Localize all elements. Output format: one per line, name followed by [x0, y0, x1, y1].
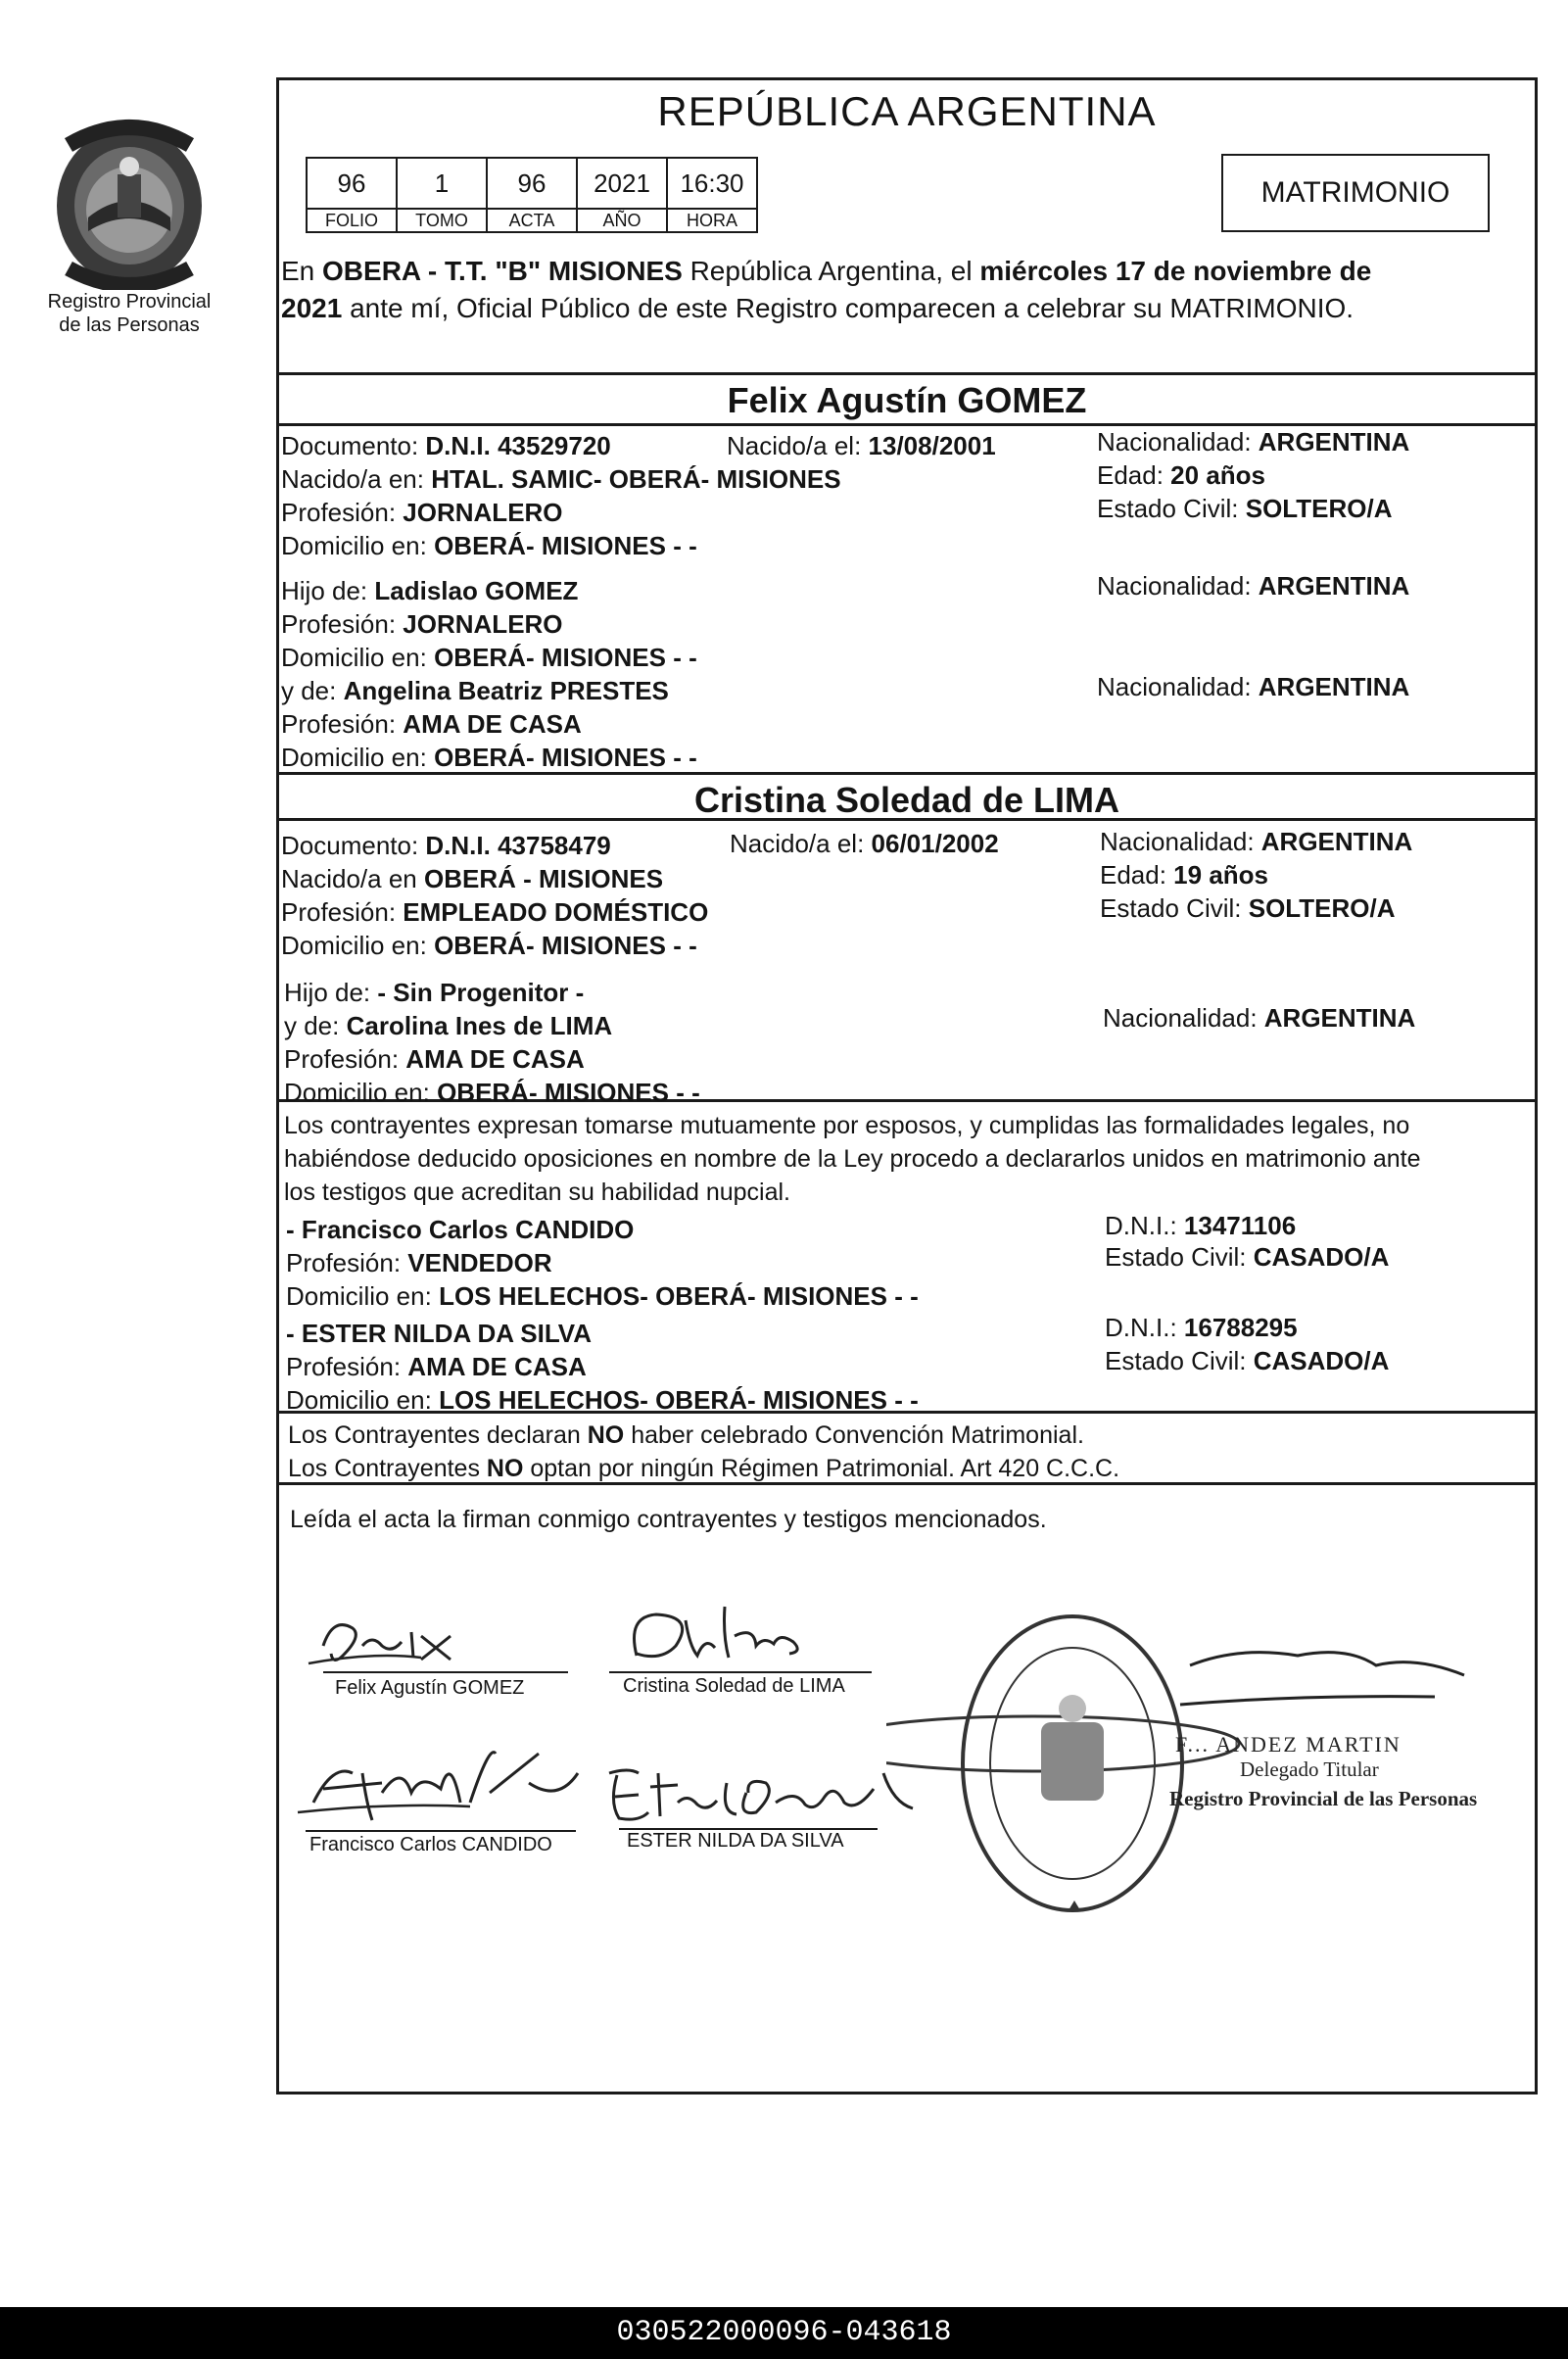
signature-cristina: [607, 1597, 881, 1675]
c1-nacido-en: Nacido/a en: HTAL. SAMIC- OBERÁ- MISIONES: [281, 464, 841, 494]
closing-text: Leída el acta la firman conmigo contrayentes y testigos mencionados.: [290, 1506, 1047, 1533]
document-code: 030522000096-043618: [0, 2307, 1568, 2359]
signature-felix: [304, 1607, 578, 1675]
official-title: Delegado Titular: [1240, 1757, 1379, 1781]
folio-label: FOLIO: [307, 209, 397, 232]
page-title: REPÚBLICA ARGENTINA: [657, 88, 1157, 134]
hora-value: 16:30: [667, 158, 757, 209]
c1-nacionalidad: Nacionalidad: ARGENTINA: [1097, 427, 1410, 457]
registry-table: [306, 157, 758, 233]
c1-madre-profesion: Profesión: AMA DE CASA: [281, 709, 582, 739]
signature-line: [323, 1671, 568, 1673]
anio-value: 2021: [577, 158, 667, 209]
coat-of-arms-icon: [39, 116, 219, 290]
c2-profesion: Profesión: EMPLEADO DOMÉSTICO: [281, 897, 709, 927]
contrayente1-name: Felix Agustín GOMEZ: [727, 380, 1087, 420]
c2-madre-domicilio: Domicilio en: OBERÁ- MISIONES - -: [284, 1078, 700, 1107]
testigo1-profesion: Profesión: VENDEDOR: [286, 1248, 552, 1277]
c2-documento: Documento: D.N.I. 43758479: [281, 831, 611, 860]
convention-line1: Los Contrayentes declaran NO haber celebrado Convención Matrimonial.: [288, 1421, 1084, 1449]
testigo1-domicilio: Domicilio en: LOS HELECHOS- OBERÁ- MISIONES - -: [286, 1281, 919, 1311]
c2-padre: Hijo de: - Sin Progenitor -: [284, 978, 585, 1007]
testigo2-domicilio: Domicilio en: LOS HELECHOS- OBERÁ- MISIONES - -: [286, 1385, 919, 1415]
testigo1-estado-civil: Estado Civil: CASADO/A: [1105, 1242, 1390, 1272]
c1-edad: Edad: 20 años: [1097, 460, 1265, 490]
testigo2-dni: D.N.I.: 16788295: [1105, 1313, 1298, 1342]
intro-line1: En OBERA - T.T. "B" MISIONES República Argentina, el miércoles 17 de noviembre de: [281, 256, 1372, 286]
c1-nacido-el: Nacido/a el: 13/08/2001: [727, 431, 996, 460]
declaration-line1: Los contrayentes expresan tomarse mutuamente por esposos, y cumplidas las formalidades legales, no: [284, 1112, 1410, 1139]
signature-caption-ester: ESTER NILDA DA SILVA: [627, 1830, 844, 1852]
signature-caption-francisco: Francisco Carlos CANDIDO: [309, 1834, 552, 1855]
tomo-value: 1: [397, 158, 487, 209]
declaration-line2: habiéndose deducido oposiciones en nombre de la Ley procedo a declararlos unidos en matrimonio ante: [284, 1145, 1421, 1173]
hora-label: HORA: [667, 209, 757, 232]
folio-value: 96: [307, 158, 397, 209]
official-name: F... ANDEZ MARTIN: [1175, 1732, 1402, 1757]
logo-caption-line1: Registro Provincial: [47, 291, 212, 313]
signature-line: [306, 1830, 576, 1832]
declaration-line3: los testigos que acreditan su habilidad nupcial.: [284, 1179, 791, 1206]
c1-padre-domicilio: Domicilio en: OBERÁ- MISIONES - -: [281, 643, 697, 672]
c2-estado-civil: Estado Civil: SOLTERO/A: [1100, 893, 1396, 923]
province-logo: [39, 116, 219, 290]
c2-madre: y de: Carolina Ines de LIMA: [284, 1011, 613, 1040]
c2-domicilio: Domicilio en: OBERÁ- MISIONES - -: [281, 931, 697, 960]
testigo2-profesion: Profesión: AMA DE CASA: [286, 1352, 587, 1381]
c1-madre-domicilio: Domicilio en: OBERÁ- MISIONES - -: [281, 743, 697, 772]
signature-ester: [599, 1754, 932, 1832]
c1-padre: Hijo de: Ladislao GOMEZ: [281, 576, 579, 605]
signature-francisco: [294, 1734, 607, 1832]
c1-estado-civil: Estado Civil: SOLTERO/A: [1097, 494, 1393, 523]
convention-line2: Los Contrayentes NO optan por ningún Régimen Patrimonial. Art 420 C.C.C.: [288, 1455, 1120, 1482]
c2-nacido-el: Nacido/a el: 06/01/2002: [730, 829, 999, 858]
c2-madre-profesion: Profesión: AMA DE CASA: [284, 1044, 585, 1074]
divider: [276, 423, 1538, 426]
signature-caption-felix: Felix Agustín GOMEZ: [335, 1677, 525, 1699]
logo-caption-line2: de las Personas: [59, 314, 200, 336]
contrayente2-name: Cristina Soledad de LIMA: [693, 780, 1120, 820]
c1-padre-profesion: Profesión: JORNALERO: [281, 609, 563, 639]
testigo2-estado-civil: Estado Civil: CASADO/A: [1105, 1346, 1390, 1375]
divider: [276, 372, 1538, 375]
testigo1-dni: D.N.I.: 13471106: [1105, 1211, 1297, 1240]
intro-place: OBERA - T.T. "B" MISIONES: [322, 256, 683, 286]
c2-nacido-en: Nacido/a en OBERÁ - MISIONES: [281, 864, 664, 893]
intro-date: miércoles 17 de noviembre de: [979, 256, 1372, 286]
anio-label: AÑO: [577, 209, 667, 232]
tomo-label: TOMO: [397, 209, 487, 232]
acta-value: 96: [487, 158, 577, 209]
signature-caption-cristina: Cristina Soledad de LIMA: [623, 1675, 845, 1697]
c1-madre: y de: Angelina Beatriz PRESTES: [281, 676, 669, 705]
c1-padre-nacionalidad: Nacionalidad: ARGENTINA: [1097, 571, 1410, 601]
document-type-box: MATRIMONIO: [1221, 154, 1490, 232]
c1-documento: Documento: D.N.I. 43529720: [281, 431, 611, 460]
logo-caption: [31, 290, 227, 337]
c2-nacionalidad: Nacionalidad: ARGENTINA: [1100, 827, 1413, 856]
intro-line2: 2021 ante mí, Oficial Público de este Registro comparecen a celebrar su MATRIMONIO.: [281, 293, 1354, 323]
divider: [276, 772, 1538, 775]
c2-madre-nacionalidad: Nacionalidad: ARGENTINA: [1103, 1003, 1416, 1033]
official-stamp: [886, 1607, 1513, 1920]
testigo1-name: - Francisco Carlos CANDIDO: [286, 1215, 635, 1244]
signature-line: [609, 1671, 872, 1673]
official-org: Registro Provincial de las Personas: [1169, 1787, 1478, 1810]
acta-label: ACTA: [487, 209, 577, 232]
c2-edad: Edad: 19 años: [1100, 860, 1268, 890]
intro-year: 2021: [281, 293, 343, 323]
c1-madre-nacionalidad: Nacionalidad: ARGENTINA: [1097, 672, 1410, 701]
c1-profesion: Profesión: JORNALERO: [281, 498, 563, 527]
testigo2-name: - ESTER NILDA DA SILVA: [286, 1319, 592, 1348]
c1-domicilio: Domicilio en: OBERÁ- MISIONES - -: [281, 531, 697, 560]
